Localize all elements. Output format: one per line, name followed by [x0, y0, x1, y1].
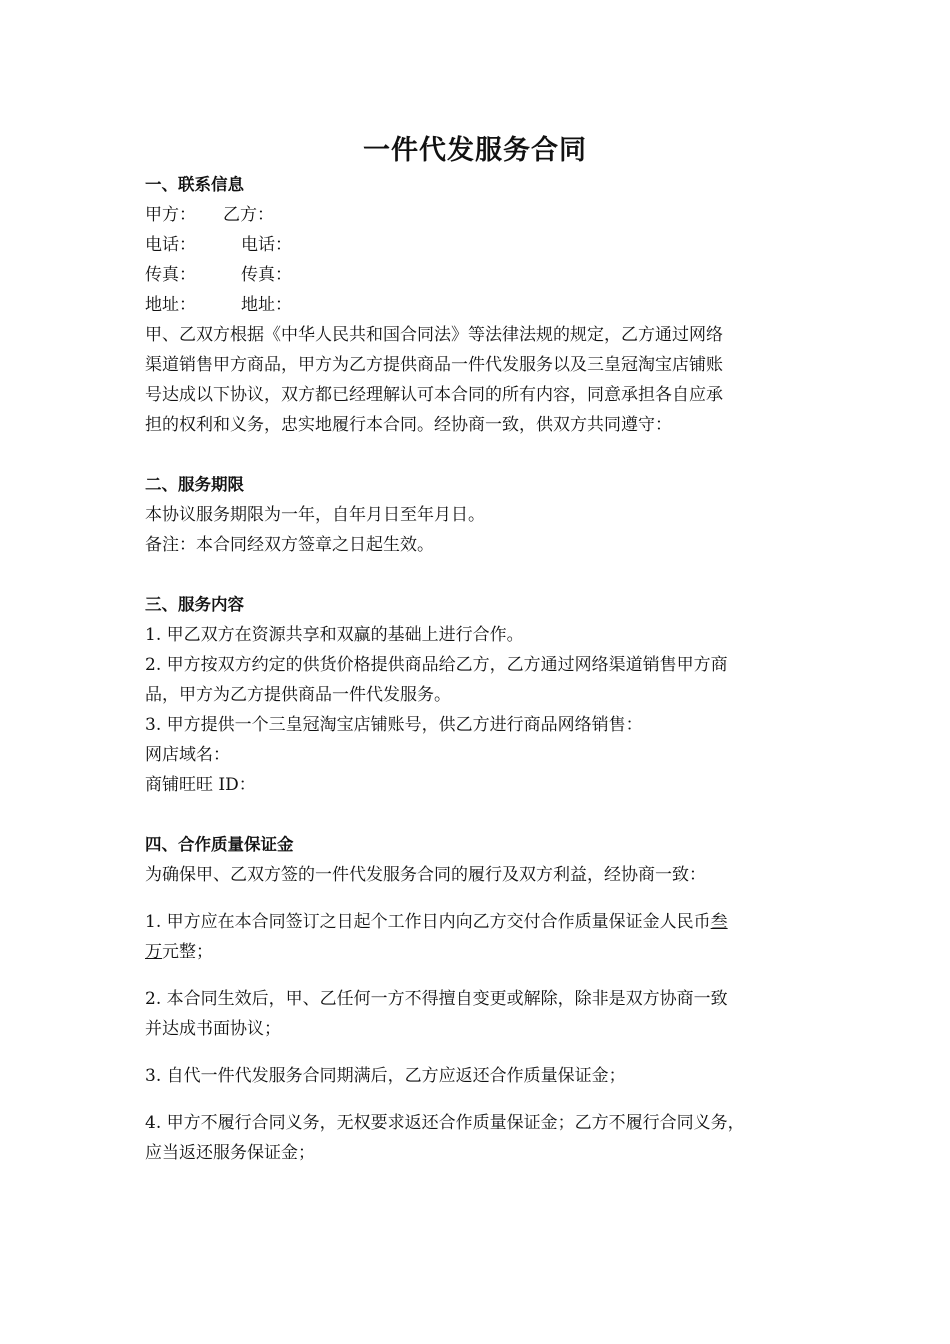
deposit-item-1-end: 元整；: [162, 942, 213, 962]
intro-line: 号达成以下协议，双方都已经理解认可本合同的所有内容，同意承担各自应承: [145, 385, 723, 405]
shop-domain-label: 网店域名：: [145, 745, 230, 765]
deposit-item-3: 3. 自代一件代发服务合同期满后，乙方应返还合作质量保证金；: [145, 1066, 626, 1086]
intro-line: 甲、乙双方根据《中华人民共和国合同法》等法律法规的规定，乙方通过网络: [145, 325, 723, 345]
section-2-heading: 二、服务期限: [145, 475, 244, 494]
deposit-item-2: 2. 本合同生效后，甲、乙任何一方不得擅自变更或解除，除非是双方协商一致: [145, 989, 728, 1009]
wangwang-id-label: 商铺旺旺 ID：: [145, 775, 256, 795]
phone-a-label: 电话：: [145, 235, 196, 255]
service-item: 1. 甲乙双方在资源共享和双赢的基础上进行合作。: [145, 625, 524, 645]
deposit-item-1-text: 1. 甲方应在本合同签订之日起个工作日内向乙方交付合作质量保证金人民币: [145, 912, 711, 932]
section-1-heading: 一、联系信息: [145, 175, 244, 194]
section-3-heading: 三、服务内容: [145, 595, 244, 614]
deposit-amount-underlined: 万: [145, 942, 162, 962]
deposit-item-4: 4. 甲方不履行合同义务，无权要求返还合作质量保证金；乙方不履行合同义务，: [145, 1113, 745, 1133]
deposit-item-1-cont: [145, 937, 817, 967]
address-row: [145, 290, 817, 320]
deposit-item-1: [145, 907, 817, 937]
party-a-label: 甲方：: [145, 205, 196, 225]
contract-title: 一件代发服务合同: [363, 135, 587, 166]
deposit-item-4-cont: 应当返还服务保证金；: [145, 1143, 315, 1163]
contract-body: [145, 170, 817, 1168]
intro-line: 渠道销售甲方商品，甲方为乙方提供商品一件代发服务以及三皇冠淘宝店铺账: [145, 355, 723, 375]
fax-row: [145, 260, 817, 290]
service-item: 品，甲方为乙方提供商品一件代发服务。: [145, 685, 451, 705]
phone-row: [145, 230, 817, 260]
party-b-label: 乙方：: [223, 205, 274, 225]
address-b-label: 地址：: [241, 295, 292, 315]
service-item: 2. 甲方按双方约定的供货价格提供商品给乙方，乙方通过网络渠道销售甲方商: [145, 655, 728, 675]
fax-b-label: 传真：: [241, 265, 292, 285]
remark-line: 备注：本合同经双方签章之日起生效。: [145, 535, 434, 555]
deposit-amount-underlined: 叁: [710, 912, 728, 932]
term-line: 本协议服务期限为一年，自年月日至年月日。: [145, 505, 485, 525]
intro-line: 担的权利和义务，忠实地履行本合同。经协商一致，供双方共同遵守：: [145, 415, 672, 435]
deposit-item-2-cont: 并达成书面协议；: [145, 1019, 281, 1039]
address-a-label: 地址：: [145, 295, 196, 315]
service-item: 3. 甲方提供一个三皇冠淘宝店铺账号，供乙方进行商品网络销售：: [145, 715, 643, 735]
party-row: [145, 200, 817, 230]
section-4-heading: 四、合作质量保证金: [145, 835, 294, 854]
fax-a-label: 传真：: [145, 265, 196, 285]
phone-b-label: 电话：: [241, 235, 292, 255]
deposit-intro: 为确保甲、乙双方签的一件代发服务合同的履行及双方利益，经协商一致：: [145, 865, 706, 885]
